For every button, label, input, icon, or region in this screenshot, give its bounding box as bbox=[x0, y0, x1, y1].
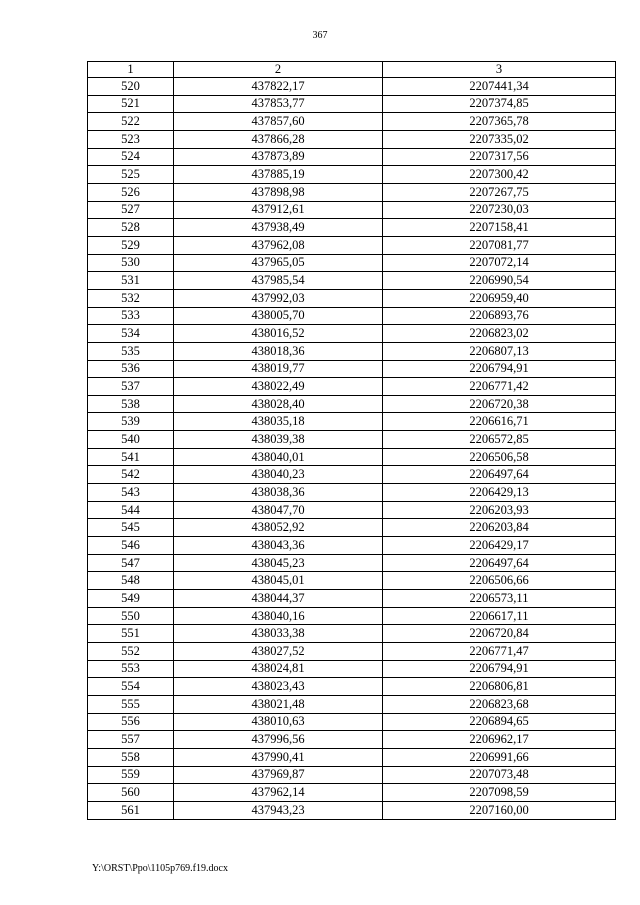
y-coordinate-cell: 2206962,17 bbox=[383, 731, 616, 749]
x-coordinate-cell: 437853,77 bbox=[174, 95, 383, 113]
y-coordinate-cell: 2207317,56 bbox=[383, 148, 616, 166]
table-row bbox=[88, 431, 616, 449]
y-coordinate-cell: 2207441,34 bbox=[383, 78, 616, 96]
table-row bbox=[88, 272, 616, 290]
x-coordinate-cell: 437969,87 bbox=[174, 766, 383, 784]
table-row bbox=[88, 360, 616, 378]
y-coordinate-cell: 2206203,93 bbox=[383, 501, 616, 519]
point-number-cell: 541 bbox=[88, 448, 174, 466]
point-number-cell: 532 bbox=[88, 289, 174, 307]
x-coordinate-cell: 438039,38 bbox=[174, 431, 383, 449]
footer-file-path: Y:\ORST\Ppo\1105p769.f19.docx bbox=[92, 863, 228, 874]
y-coordinate-cell: 2206894,65 bbox=[383, 713, 616, 731]
point-number-cell: 561 bbox=[88, 801, 174, 819]
point-number-cell: 545 bbox=[88, 519, 174, 537]
x-coordinate-cell: 438021,48 bbox=[174, 695, 383, 713]
x-coordinate-cell: 437938,49 bbox=[174, 219, 383, 237]
point-number-cell: 555 bbox=[88, 695, 174, 713]
point-number-cell: 547 bbox=[88, 554, 174, 572]
x-coordinate-cell: 438022,49 bbox=[174, 378, 383, 396]
point-number-cell: 556 bbox=[88, 713, 174, 731]
table-row bbox=[88, 378, 616, 396]
x-coordinate-cell: 438045,01 bbox=[174, 572, 383, 590]
x-coordinate-cell: 437898,98 bbox=[174, 183, 383, 201]
point-number-cell: 531 bbox=[88, 272, 174, 290]
y-coordinate-cell: 2207072,14 bbox=[383, 254, 616, 272]
table-row bbox=[88, 731, 616, 749]
x-coordinate-cell: 437992,03 bbox=[174, 289, 383, 307]
y-coordinate-cell: 2206794,91 bbox=[383, 360, 616, 378]
point-number-cell: 543 bbox=[88, 484, 174, 502]
table-row bbox=[88, 342, 616, 360]
x-coordinate-cell: 437857,60 bbox=[174, 113, 383, 131]
point-number-cell: 546 bbox=[88, 537, 174, 555]
y-coordinate-cell: 2206429,13 bbox=[383, 484, 616, 502]
point-number-cell: 550 bbox=[88, 607, 174, 625]
table-row bbox=[88, 395, 616, 413]
x-coordinate-cell: 437996,56 bbox=[174, 731, 383, 749]
point-number-cell: 521 bbox=[88, 95, 174, 113]
point-number-cell: 527 bbox=[88, 201, 174, 219]
x-coordinate-cell: 438047,70 bbox=[174, 501, 383, 519]
table-row bbox=[88, 254, 616, 272]
column-header-1: 1 bbox=[88, 62, 174, 78]
table-row bbox=[88, 501, 616, 519]
y-coordinate-cell: 2206823,68 bbox=[383, 695, 616, 713]
point-number-cell: 539 bbox=[88, 413, 174, 431]
point-number-cell: 558 bbox=[88, 748, 174, 766]
x-coordinate-cell: 438045,23 bbox=[174, 554, 383, 572]
y-coordinate-cell: 2206959,40 bbox=[383, 289, 616, 307]
point-number-cell: 537 bbox=[88, 378, 174, 396]
x-coordinate-cell: 438044,37 bbox=[174, 590, 383, 608]
y-coordinate-cell: 2206203,84 bbox=[383, 519, 616, 537]
point-number-cell: 552 bbox=[88, 643, 174, 661]
y-coordinate-cell: 2206616,71 bbox=[383, 413, 616, 431]
y-coordinate-cell: 2206806,81 bbox=[383, 678, 616, 696]
table-row bbox=[88, 537, 616, 555]
table-row bbox=[88, 236, 616, 254]
point-number-cell: 538 bbox=[88, 395, 174, 413]
page-number: 367 bbox=[312, 30, 328, 41]
y-coordinate-cell: 2206617,11 bbox=[383, 607, 616, 625]
table-row bbox=[88, 519, 616, 537]
point-number-cell: 560 bbox=[88, 784, 174, 802]
point-number-cell: 533 bbox=[88, 307, 174, 325]
x-coordinate-cell: 438035,18 bbox=[174, 413, 383, 431]
table-row bbox=[88, 166, 616, 184]
x-coordinate-cell: 437962,08 bbox=[174, 236, 383, 254]
x-coordinate-cell: 438019,77 bbox=[174, 360, 383, 378]
x-coordinate-cell: 438018,36 bbox=[174, 342, 383, 360]
table-body bbox=[88, 78, 616, 820]
point-number-cell: 559 bbox=[88, 766, 174, 784]
x-coordinate-cell: 438033,38 bbox=[174, 625, 383, 643]
table-row bbox=[88, 466, 616, 484]
y-coordinate-cell: 2206497,64 bbox=[383, 466, 616, 484]
y-coordinate-cell: 2207160,00 bbox=[383, 801, 616, 819]
y-coordinate-cell: 2206573,11 bbox=[383, 590, 616, 608]
x-coordinate-cell: 437873,89 bbox=[174, 148, 383, 166]
y-coordinate-cell: 2206497,64 bbox=[383, 554, 616, 572]
table-row bbox=[88, 784, 616, 802]
table-row bbox=[88, 113, 616, 131]
point-number-cell: 551 bbox=[88, 625, 174, 643]
y-coordinate-cell: 2207335,02 bbox=[383, 130, 616, 148]
y-coordinate-cell: 2206794,91 bbox=[383, 660, 616, 678]
point-number-cell: 526 bbox=[88, 183, 174, 201]
point-number-cell: 542 bbox=[88, 466, 174, 484]
point-number-cell: 548 bbox=[88, 572, 174, 590]
table-row bbox=[88, 201, 616, 219]
point-number-cell: 522 bbox=[88, 113, 174, 131]
y-coordinate-cell: 2207098,59 bbox=[383, 784, 616, 802]
table-row bbox=[88, 183, 616, 201]
y-coordinate-cell: 2206720,38 bbox=[383, 395, 616, 413]
x-coordinate-cell: 438052,92 bbox=[174, 519, 383, 537]
point-number-cell: 553 bbox=[88, 660, 174, 678]
table-row bbox=[88, 307, 616, 325]
x-coordinate-cell: 437985,54 bbox=[174, 272, 383, 290]
x-coordinate-cell: 437965,05 bbox=[174, 254, 383, 272]
point-number-cell: 557 bbox=[88, 731, 174, 749]
y-coordinate-cell: 2206991,66 bbox=[383, 748, 616, 766]
table-row bbox=[88, 748, 616, 766]
y-coordinate-cell: 2206807,13 bbox=[383, 342, 616, 360]
y-coordinate-cell: 2206771,47 bbox=[383, 643, 616, 661]
y-coordinate-cell: 2207374,85 bbox=[383, 95, 616, 113]
table-row bbox=[88, 643, 616, 661]
table-row bbox=[88, 148, 616, 166]
table-row bbox=[88, 590, 616, 608]
x-coordinate-cell: 438028,40 bbox=[174, 395, 383, 413]
y-coordinate-cell: 2207230,03 bbox=[383, 201, 616, 219]
table-row bbox=[88, 678, 616, 696]
point-number-cell: 540 bbox=[88, 431, 174, 449]
x-coordinate-cell: 438005,70 bbox=[174, 307, 383, 325]
y-coordinate-cell: 2206990,54 bbox=[383, 272, 616, 290]
x-coordinate-cell: 438043,36 bbox=[174, 537, 383, 555]
point-number-cell: 535 bbox=[88, 342, 174, 360]
table-row bbox=[88, 625, 616, 643]
x-coordinate-cell: 438010,63 bbox=[174, 713, 383, 731]
point-number-cell: 529 bbox=[88, 236, 174, 254]
point-number-cell: 525 bbox=[88, 166, 174, 184]
point-number-cell: 534 bbox=[88, 325, 174, 343]
y-coordinate-cell: 2207073,48 bbox=[383, 766, 616, 784]
table-row bbox=[88, 413, 616, 431]
x-coordinate-cell: 437990,41 bbox=[174, 748, 383, 766]
table-row bbox=[88, 95, 616, 113]
table-row bbox=[88, 607, 616, 625]
table-header-row bbox=[88, 62, 616, 78]
column-header-2: 2 bbox=[174, 62, 383, 78]
table-row bbox=[88, 289, 616, 307]
y-coordinate-cell: 2206893,76 bbox=[383, 307, 616, 325]
table-row bbox=[88, 325, 616, 343]
point-number-cell: 554 bbox=[88, 678, 174, 696]
column-header-3: 3 bbox=[383, 62, 616, 78]
point-number-cell: 524 bbox=[88, 148, 174, 166]
x-coordinate-cell: 438040,23 bbox=[174, 466, 383, 484]
x-coordinate-cell: 438038,36 bbox=[174, 484, 383, 502]
x-coordinate-cell: 438023,43 bbox=[174, 678, 383, 696]
y-coordinate-cell: 2207267,75 bbox=[383, 183, 616, 201]
y-coordinate-cell: 2206771,42 bbox=[383, 378, 616, 396]
point-number-cell: 520 bbox=[88, 78, 174, 96]
x-coordinate-cell: 437885,19 bbox=[174, 166, 383, 184]
point-number-cell: 549 bbox=[88, 590, 174, 608]
table-row bbox=[88, 660, 616, 678]
y-coordinate-cell: 2206506,66 bbox=[383, 572, 616, 590]
y-coordinate-cell: 2207365,78 bbox=[383, 113, 616, 131]
table-row bbox=[88, 130, 616, 148]
table-row bbox=[88, 695, 616, 713]
table-row bbox=[88, 78, 616, 96]
point-number-cell: 530 bbox=[88, 254, 174, 272]
table-row bbox=[88, 448, 616, 466]
point-number-cell: 536 bbox=[88, 360, 174, 378]
table-row bbox=[88, 713, 616, 731]
y-coordinate-cell: 2207158,41 bbox=[383, 219, 616, 237]
y-coordinate-cell: 2206572,85 bbox=[383, 431, 616, 449]
table-row bbox=[88, 766, 616, 784]
x-coordinate-cell: 438040,01 bbox=[174, 448, 383, 466]
point-number-cell: 523 bbox=[88, 130, 174, 148]
point-number-cell: 528 bbox=[88, 219, 174, 237]
x-coordinate-cell: 438016,52 bbox=[174, 325, 383, 343]
coordinates-table bbox=[87, 61, 616, 820]
point-number-cell: 544 bbox=[88, 501, 174, 519]
y-coordinate-cell: 2207300,42 bbox=[383, 166, 616, 184]
y-coordinate-cell: 2207081,77 bbox=[383, 236, 616, 254]
table-row bbox=[88, 484, 616, 502]
x-coordinate-cell: 437912,61 bbox=[174, 201, 383, 219]
x-coordinate-cell: 438024,81 bbox=[174, 660, 383, 678]
table-row bbox=[88, 554, 616, 572]
table-row bbox=[88, 801, 616, 819]
y-coordinate-cell: 2206720,84 bbox=[383, 625, 616, 643]
x-coordinate-cell: 437866,28 bbox=[174, 130, 383, 148]
y-coordinate-cell: 2206506,58 bbox=[383, 448, 616, 466]
y-coordinate-cell: 2206823,02 bbox=[383, 325, 616, 343]
x-coordinate-cell: 437943,23 bbox=[174, 801, 383, 819]
x-coordinate-cell: 437962,14 bbox=[174, 784, 383, 802]
x-coordinate-cell: 438027,52 bbox=[174, 643, 383, 661]
x-coordinate-cell: 438040,16 bbox=[174, 607, 383, 625]
table-row bbox=[88, 572, 616, 590]
y-coordinate-cell: 2206429,17 bbox=[383, 537, 616, 555]
table-row bbox=[88, 219, 616, 237]
x-coordinate-cell: 437822,17 bbox=[174, 78, 383, 96]
